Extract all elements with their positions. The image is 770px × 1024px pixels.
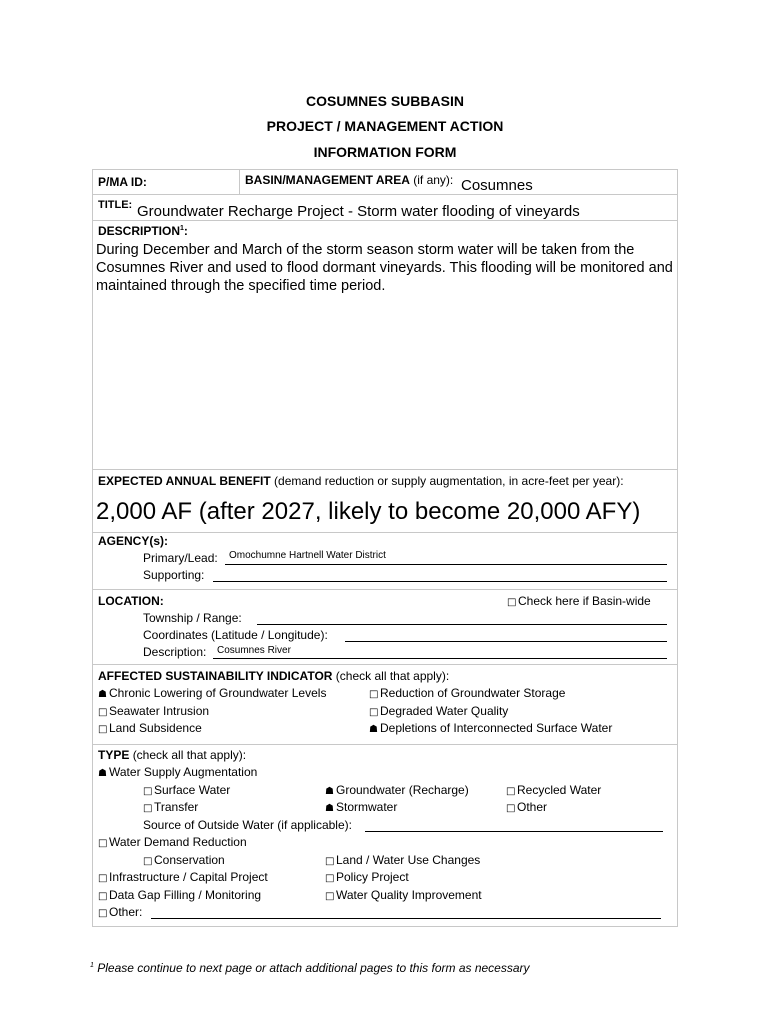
checkbox-icon: □ [143,856,153,867]
checkbox-icon: □ [506,786,516,797]
divider [93,664,677,665]
checkbox-icon: □ [143,803,153,814]
groundwater-recharge-label: Groundwater (Recharge) [336,783,469,797]
agency-label [98,534,168,548]
checkbox-icon: □ [325,856,335,867]
demand-reduction-label: Water Demand Reduction [109,835,247,849]
checkbox-icon: □ [143,786,153,797]
sustainability-checkbox[interactable] [369,704,508,718]
demand-reduction-checkbox[interactable] [98,835,247,849]
checkbox-icon: □ [98,724,108,735]
sustainability-checkbox[interactable] [98,704,209,718]
wq-improvement-label: Water Quality Improvement [336,888,482,902]
conservation-checkbox[interactable] [143,853,225,867]
source-outside-label: Source of Outside Water (if applicable): [143,818,352,832]
checked-icon: ☗ [369,724,378,735]
footnote-marker: 1 [90,962,94,969]
checkbox-icon: □ [98,707,108,718]
policy-checkbox[interactable] [325,870,409,884]
title-value[interactable]: Groundwater Recharge Project - Storm water flooding of vineyards [137,203,580,220]
primary-lead-label: Primary/Lead: [143,551,218,565]
policy-label: Policy Project [336,870,409,884]
sustainability-item-label: Chronic Lowering of Groundwater Levels [109,686,327,700]
form-heading-line3: INFORMATION FORM [313,144,457,160]
checkbox-icon: □ [369,707,379,718]
primary-lead-line[interactable] [225,564,667,565]
checked-icon: ☗ [98,689,107,700]
description-text[interactable]: During December and March of the storm season storm water will be taken from the Cosumnes River and used to flood dormant vineyards. This flooding will be monitored and maintained through the specified time period. [96,242,673,294]
basin-field[interactable] [245,173,453,187]
coordinates-label: Coordinates (Latitude / Longitude): [143,628,328,642]
sustainability-item-label: Reduction of Groundwater Storage [380,686,566,700]
basin-value[interactable]: Cosumnes [461,177,533,194]
stormwater-checkbox[interactable] [325,800,397,814]
pma-id-label: P/MA ID: [98,175,147,189]
township-label: Township / Range: [143,611,242,625]
data-gap-label: Data Gap Filling / Monitoring [109,888,262,902]
supporting-label: Supporting: [143,568,205,582]
transfer-label: Transfer [154,800,199,814]
other-line[interactable] [151,918,661,919]
stormwater-label: Stormwater [336,800,398,814]
checkbox-icon: □ [325,873,335,884]
benefit-value[interactable]: 2,000 AF (after 2027, likely to become 20,000 AFY) [96,498,641,525]
land-water-use-checkbox[interactable] [325,853,480,867]
sustainability-checkbox[interactable] [98,686,326,700]
checkbox-icon: □ [325,891,335,902]
wq-improvement-checkbox[interactable] [325,888,482,902]
checkbox-icon: □ [98,838,108,849]
sustainability-label: AFFECTED SUSTAINABILITY INDICATOR [98,669,333,683]
footnote [90,961,530,975]
sustainability-item-label: Depletions of Interconnected Surface Water [380,721,613,735]
type-field [98,748,246,762]
divider [93,194,677,195]
checkbox-icon: □ [98,873,108,884]
sustainability-item-label: Degraded Water Quality [380,704,509,718]
other-sub-label: Other [517,800,548,814]
checked-icon: ☗ [325,786,334,797]
description-label [98,224,188,238]
sustainability-note: (check all that apply): [335,669,450,683]
information-form [92,169,678,927]
location-description-value[interactable]: Cosumnes River [217,645,291,656]
sustainability-checkbox[interactable] [98,721,202,735]
land-water-use-label: Land / Water Use Changes [336,853,481,867]
basin-wide-checkbox[interactable] [507,594,651,608]
footnote-text: Please continue to next page or attach additional pages to this form as necessary [97,961,530,975]
sustainability-item-label: Land Subsidence [109,721,202,735]
infrastructure-checkbox[interactable] [98,870,268,884]
sustainability-checkbox[interactable] [369,686,565,700]
infrastructure-label: Infrastructure / Capital Project [109,870,268,884]
checkbox-icon: □ [98,908,108,919]
location-description-line[interactable] [213,658,667,659]
checkbox-icon: □ [507,597,517,608]
other-checkbox[interactable] [98,905,142,919]
other-label: Other: [109,905,143,919]
water-supply-label: Water Supply Augmentation [109,765,258,779]
location-description-label: Description: [143,645,207,659]
transfer-checkbox[interactable] [143,800,198,814]
other-sub-checkbox[interactable] [506,800,547,814]
checkbox-icon: □ [506,803,516,814]
primary-lead-value[interactable]: Omochumne Hartnell Water District [229,550,386,561]
recycled-water-checkbox[interactable] [506,783,601,797]
groundwater-recharge-checkbox[interactable] [325,783,469,797]
township-line[interactable] [257,624,667,625]
checked-icon: ☗ [325,803,334,814]
type-note: (check all that apply): [132,748,247,762]
location-label: LOCATION: [98,594,164,608]
divider [93,744,677,745]
source-outside-line[interactable] [365,831,663,832]
form-heading-line2: PROJECT / MANAGEMENT ACTION [266,118,504,134]
divider [93,589,677,590]
benefit-label: EXPECTED ANNUAL BENEFIT [98,474,271,488]
checkbox-icon: □ [98,891,108,902]
coordinates-line[interactable] [345,641,667,642]
conservation-label: Conservation [154,853,225,867]
basin-label: BASIN/MANAGEMENT AREA [245,173,410,187]
type-label: TYPE [98,748,130,762]
form-heading-line1: COSUMNES SUBBASIN [306,93,464,109]
agency-colon: : [164,534,169,548]
sustainability-item-label: Seawater Intrusion [109,704,210,718]
footnote-ref: 1 [180,225,184,232]
surface-water-checkbox[interactable] [143,783,230,797]
agency-label-text: AGENCY(s) [98,534,165,548]
benefit-field [98,474,624,488]
description-label-text: DESCRIPTION [98,224,181,238]
recycled-water-label: Recycled Water [517,783,602,797]
sustainability-field [98,669,449,683]
surface-water-label: Surface Water [154,783,231,797]
title-label: TITLE: [98,199,133,211]
divider [93,532,677,533]
benefit-note: (demand reduction or supply augmentation, in acre-feet per year): [274,474,624,488]
checkbox-icon: □ [369,689,379,700]
data-gap-checkbox[interactable] [98,888,261,902]
water-supply-checkbox[interactable] [98,765,257,779]
sustainability-checkbox[interactable] [369,721,612,735]
basin-note: (if any): [413,173,454,187]
supporting-line[interactable] [213,581,667,582]
description-colon: : [183,224,188,238]
divider [93,220,677,221]
checked-icon: ☗ [98,768,107,779]
divider [93,469,677,470]
basin-wide-label: Check here if Basin-wide [518,594,651,608]
divider [239,170,240,194]
